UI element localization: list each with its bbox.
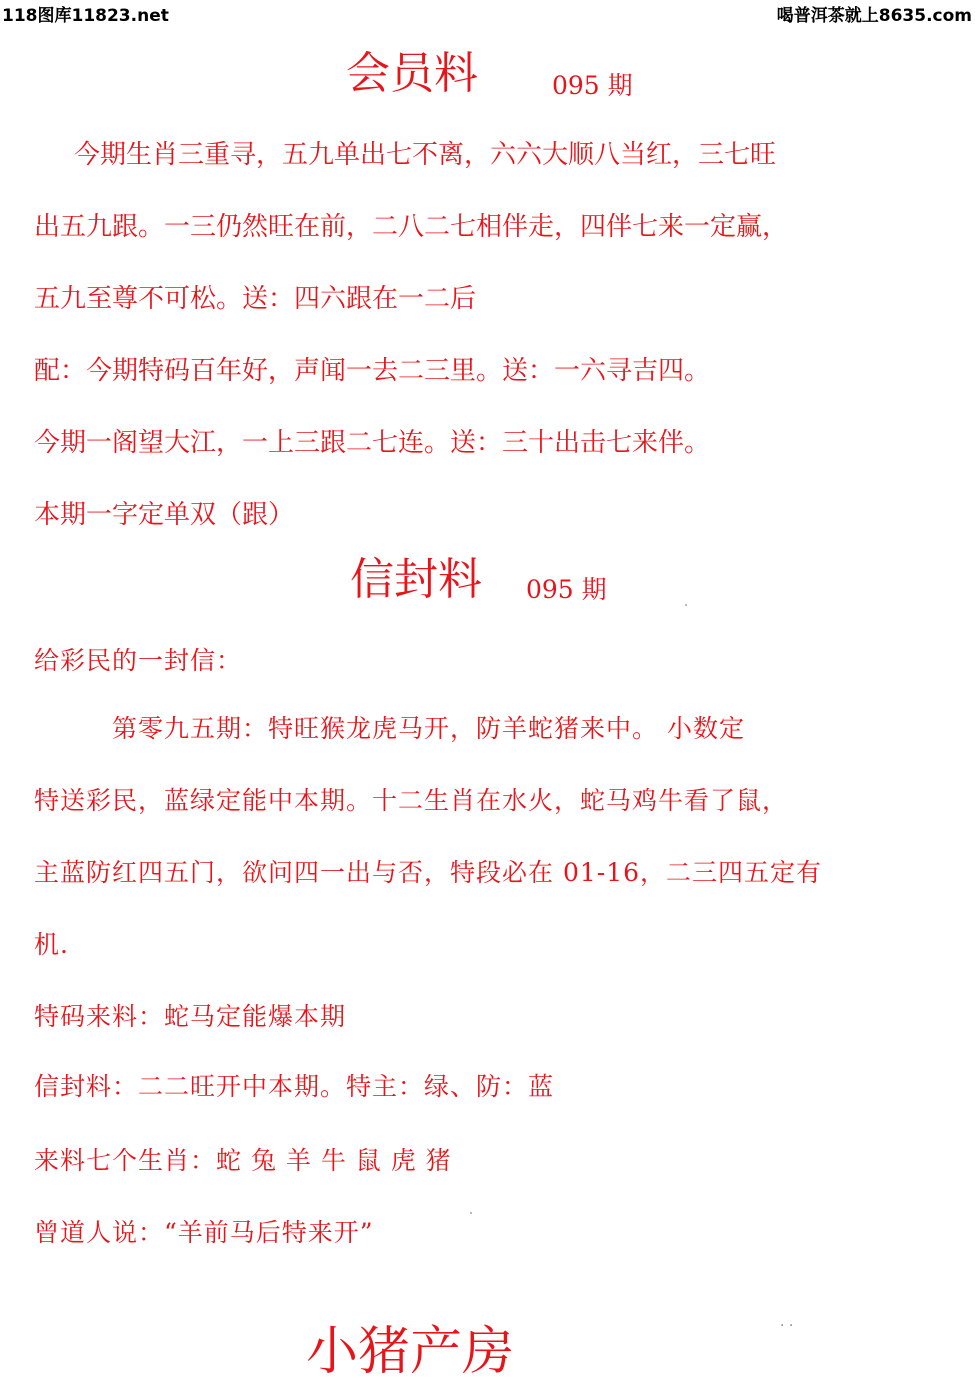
section1-line-4: 配：今期特码百年好，声闻一去二三里。送：一六寻吉四。 xyxy=(34,356,711,386)
section2-line-9: 曾道人说：“羊前马后特来开” xyxy=(34,1218,374,1247)
section2-line-1: 给彩民的一封信： xyxy=(34,646,243,675)
section1-line-2: 出五九跟。一三仍然旺在前，二八二七相伴走，四伴七来一定赢， xyxy=(34,212,789,242)
section2-issue: 095 期 xyxy=(526,575,607,604)
section2-line-7: 信封料：二二旺开中本期。特主：绿、防：蓝 xyxy=(34,1072,555,1101)
section2-title: 信封料 xyxy=(350,554,482,605)
section2-line-2: 第零九五期：特旺猴龙虎马开，防羊蛇猪来中。 小数定 xyxy=(112,714,745,743)
scan-speck xyxy=(470,1212,472,1214)
section1-line-6: 本期一字定单双（跟） xyxy=(34,500,295,530)
section2-line-4: 主蓝防红四五门，欲问四一出与否，特段必在 01-16，二三四五定有 xyxy=(34,858,823,887)
section2-line-6: 特码来料：蛇马定能爆本期 xyxy=(34,1002,347,1031)
scan-dots: · · xyxy=(780,1318,794,1334)
scan-speck xyxy=(685,604,687,606)
section1-line-3: 五九至尊不可松。送：四六跟在一二后 xyxy=(34,284,477,314)
section1-title: 会员料 xyxy=(346,48,478,99)
section3-title: 小猪产房 xyxy=(306,1322,515,1382)
site-header-right: 喝普洱茶就上8635.com xyxy=(776,6,972,26)
section2-line-3: 特送彩民，蓝绿定能中本期。十二生肖在水火，蛇马鸡牛看了鼠， xyxy=(34,786,789,815)
section1-line-1: 今期生肖三重寻，五九单出七不离，六六大顺八当红，三七旺 xyxy=(74,140,777,170)
section1-issue: 095 期 xyxy=(552,71,633,100)
site-header-left: 118图库11823.net xyxy=(2,6,169,26)
section2-line-5: 机. xyxy=(34,930,69,959)
section2-line-8: 来料七个生肖：蛇 兔 羊 牛 鼠 虎 猪 xyxy=(34,1146,452,1175)
section1-line-5: 今期一阁望大江，一上三跟二七连。送：三十出击七来伴。 xyxy=(34,428,711,458)
